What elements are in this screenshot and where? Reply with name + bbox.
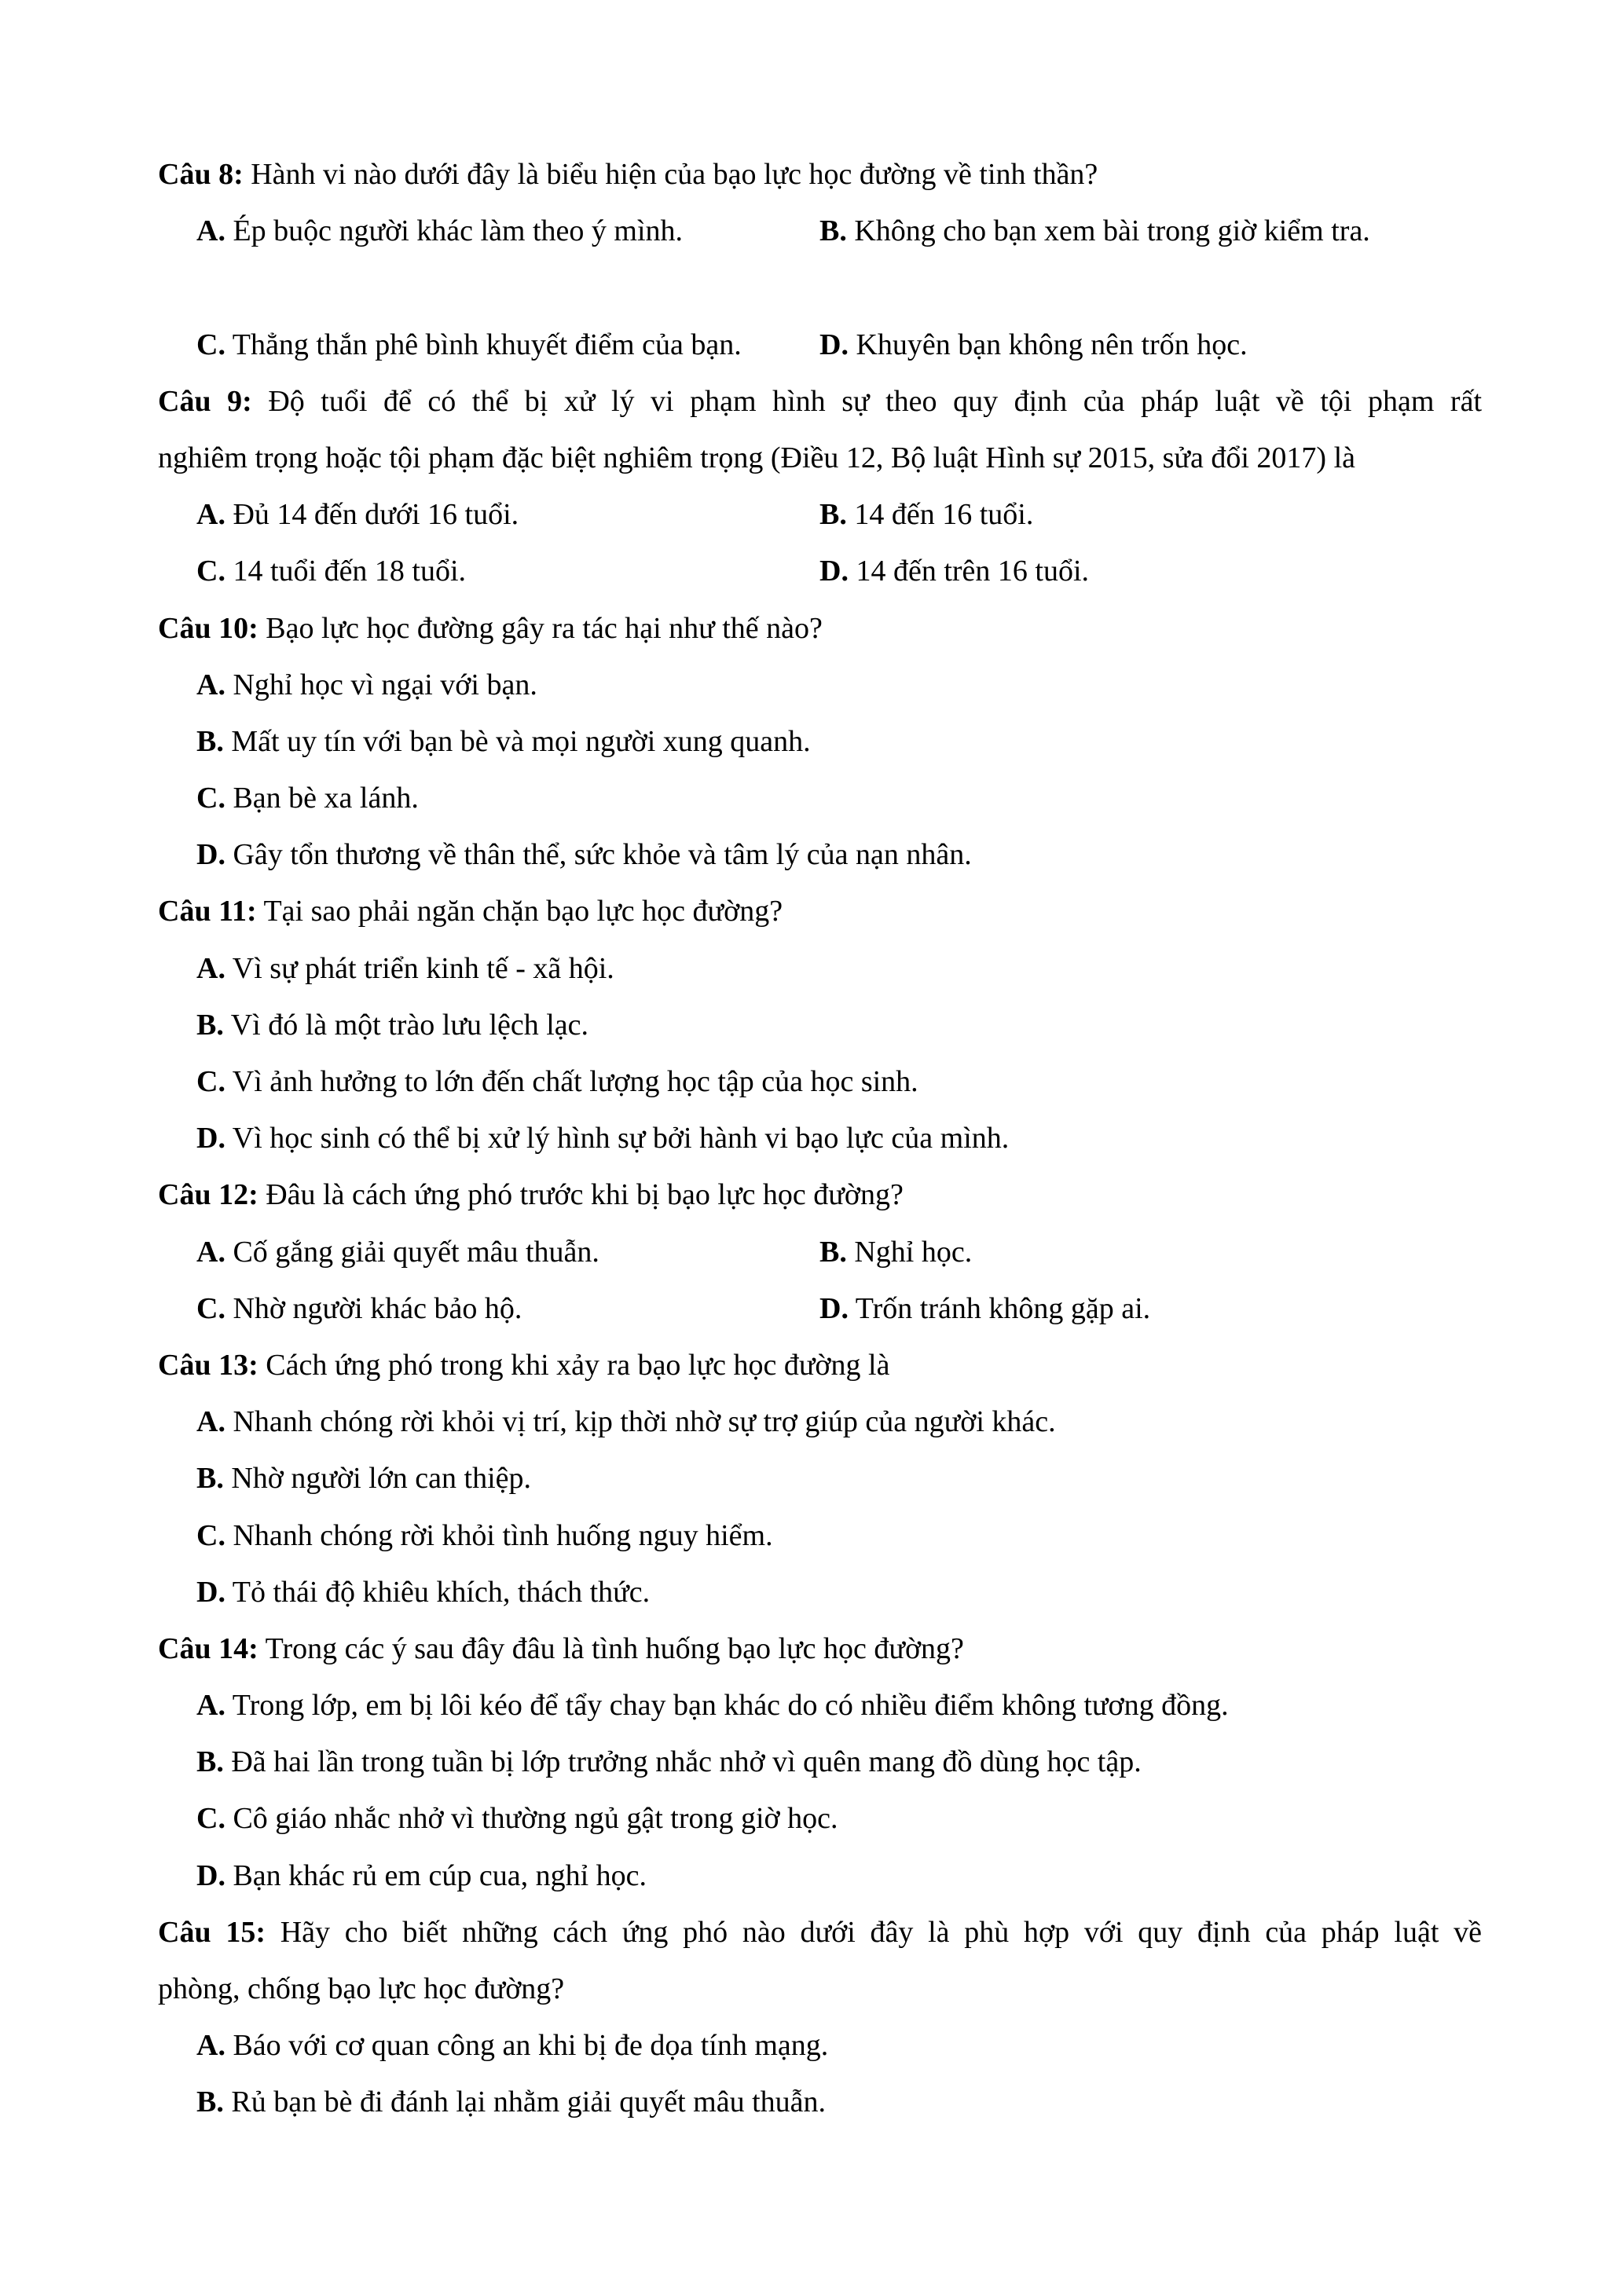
option-key: B.: [819, 214, 847, 248]
question-11: [158, 883, 1482, 939]
document-page: [158, 146, 1482, 2131]
option-text: Cố gắng giải quyết mâu thuẫn.: [233, 1235, 599, 1269]
question-label: Câu 8:: [158, 158, 244, 191]
option-text: Nhanh chóng rời khỏi tình huống nguy hiểm.: [233, 1518, 773, 1552]
question-text: phòng, chống bạo lực học đường?: [158, 1972, 565, 2005]
question-text: Tại sao phải ngăn chặn bạo lực học đường?: [263, 895, 783, 928]
question-text: Hãy cho biết những cách ứng phó nào dưới đây là phù hợp với quy định của pháp luật về: [280, 1915, 1483, 1949]
option-d: [819, 1280, 1150, 1337]
question-text: nghiêm trọng hoặc tội phạm đặc biệt nghiêm trọng (Điều 12, Bộ luật Hình sự 2015, sửa đổi 2017) là: [158, 441, 1355, 474]
options-row: [158, 486, 1482, 543]
option-text: 14 tuổi đến 18 tuổi.: [233, 555, 467, 588]
option-text: Bạn khác rủ em cúp cua, nghỉ học.: [233, 1858, 647, 1892]
option-key: C.: [196, 1802, 225, 1836]
option-text: 14 đến 16 tuổi.: [854, 498, 1034, 532]
option-a: [158, 657, 1482, 713]
option-key: C.: [196, 555, 225, 588]
option-text: Mất uy tín với bạn bè và mọi người xung quanh.: [231, 724, 811, 758]
option-text: Rủ bạn bè đi đánh lại nhằm giải quyết mâu thuẫn.: [231, 2085, 827, 2119]
option-text: Nhờ người khác bảo hộ.: [233, 1291, 522, 1325]
option-b: [158, 997, 1482, 1053]
option-text: Trốn tránh không gặp ai.: [855, 1291, 1151, 1325]
option-a: [158, 1677, 1482, 1734]
option-c: [196, 317, 819, 373]
option-key: A.: [196, 214, 225, 248]
question-text: Đâu là cách ứng phó trước khi bị bạo lực học đường?: [266, 1178, 904, 1212]
option-key: B.: [196, 2085, 224, 2119]
option-key: B.: [196, 1008, 224, 1042]
option-d: [158, 826, 1482, 883]
option-d: [158, 1110, 1482, 1166]
question-text: Độ tuổi để có thể bị xử lý vi phạm hình sự theo quy định của pháp luật về tội phạm rất: [268, 384, 1483, 418]
options-row: [158, 543, 1482, 599]
option-key: A.: [196, 1689, 225, 1723]
option-text: Nhanh chóng rời khỏi vị trí, kịp thời nhờ sự trợ giúp của người khác.: [233, 1405, 1056, 1439]
option-text: Đủ 14 đến dưới 16 tuổi.: [233, 498, 519, 532]
option-key: B.: [196, 1462, 224, 1496]
question-8: [158, 146, 1482, 203]
option-key: B.: [196, 724, 224, 758]
question-label: Câu 10:: [158, 611, 258, 645]
option-text: 14 đến trên 16 tuổi.: [856, 555, 1090, 588]
option-a: [196, 203, 819, 259]
option-d: [819, 543, 1089, 599]
option-key: A.: [196, 498, 225, 532]
question-10: [158, 600, 1482, 657]
question-label: Câu 12:: [158, 1178, 258, 1212]
option-key: A.: [196, 1235, 225, 1269]
option-key: C.: [196, 1065, 225, 1098]
option-c: [158, 1507, 1482, 1564]
option-key: D.: [196, 1575, 225, 1609]
option-d: [819, 317, 1248, 373]
option-a: [196, 486, 819, 543]
option-text: Báo với cơ quan công an khi bị đe dọa tính mạng.: [233, 2029, 829, 2063]
option-key: C.: [196, 1518, 225, 1552]
option-text: Tỏ thái độ khiêu khích, thách thức.: [232, 1575, 651, 1609]
option-key: A.: [196, 951, 225, 985]
option-key: D.: [196, 838, 225, 872]
options-row: [158, 1280, 1482, 1337]
option-b: [819, 1224, 972, 1280]
option-text: Bạn bè xa lánh.: [233, 782, 419, 815]
option-text: Nhờ người lớn can thiệp.: [231, 1462, 532, 1496]
question-12: [158, 1166, 1482, 1223]
question-label: Câu 14:: [158, 1631, 258, 1665]
option-a: [158, 940, 1482, 997]
question-9: [158, 373, 1482, 430]
option-key: D.: [819, 1291, 849, 1325]
option-text: Vì sự phát triển kinh tế - xã hội.: [232, 951, 614, 985]
option-text: Không cho bạn xem bài trong giờ kiểm tra.: [854, 214, 1370, 248]
option-key: B.: [819, 1235, 847, 1269]
options-row: [158, 1224, 1482, 1280]
option-a: [158, 1393, 1482, 1450]
question-text: Trong các ý sau đây đâu là tình huống bạo lực học đường?: [265, 1631, 964, 1665]
option-key: C.: [196, 1291, 225, 1325]
option-d: [158, 1847, 1482, 1904]
option-text: Vì ảnh hưởng to lớn đến chất lượng học tập của học sinh.: [232, 1065, 918, 1098]
option-text: Thẳng thắn phê bình khuyết điểm của bạn.: [232, 328, 742, 361]
option-b: [819, 203, 1370, 259]
option-key: A.: [196, 2029, 225, 2063]
option-b: [158, 2074, 1482, 2130]
question-15: [158, 1904, 1482, 1961]
option-key: A.: [196, 668, 225, 701]
option-c: [158, 1053, 1482, 1110]
option-text: Nghỉ học.: [854, 1235, 973, 1269]
option-key: A.: [196, 1405, 225, 1439]
option-text: Ép buộc người khác làm theo ý mình.: [233, 214, 684, 248]
question-15-continued: [158, 1961, 1482, 2017]
option-text: Vì học sinh có thể bị xử lý hình sự bởi hành vi bạo lực của mình.: [232, 1122, 1010, 1155]
option-c: [158, 1790, 1482, 1847]
option-b: [158, 1734, 1482, 1790]
question-label: Câu 15:: [158, 1915, 266, 1949]
option-text: Vì đó là một trào lưu lệch lạc.: [230, 1008, 589, 1042]
question-14: [158, 1620, 1482, 1677]
question-label: Câu 9:: [158, 384, 252, 418]
option-b: [158, 1450, 1482, 1507]
options-row: [158, 203, 1482, 259]
option-b: [819, 486, 1033, 543]
option-text: Đã hai lần trong tuần bị lớp trưởng nhắc nhở vì quên mang đồ dùng học tập.: [231, 1745, 1142, 1779]
question-13: [158, 1337, 1482, 1393]
option-key: D.: [196, 1122, 225, 1155]
option-c: [196, 1280, 819, 1337]
option-c: [196, 543, 819, 599]
option-c: [158, 770, 1482, 826]
option-key: C.: [196, 782, 225, 815]
question-label: Câu 13:: [158, 1348, 258, 1382]
options-row: [158, 317, 1482, 373]
option-b: [158, 713, 1482, 770]
option-text: Gây tổn thương về thân thể, sức khỏe và tâm lý của nạn nhân.: [233, 838, 972, 872]
option-key: B.: [196, 1745, 224, 1779]
question-label: Câu 11:: [158, 895, 257, 928]
question-text: Bạo lực học đường gây ra tác hại như thế nào?: [266, 611, 823, 645]
option-text: Khuyên bạn không nên trốn học.: [856, 328, 1248, 361]
option-a: [196, 1224, 819, 1280]
question-text: Hành vi nào dưới đây là biểu hiện của bạo lực học đường về tinh thần?: [251, 158, 1098, 191]
option-key: D.: [196, 1858, 225, 1892]
option-text: Cô giáo nhắc nhở vì thường ngủ gật trong giờ học.: [233, 1802, 838, 1836]
question-text: Cách ứng phó trong khi xảy ra bạo lực học đường là: [266, 1348, 890, 1382]
option-a: [158, 2017, 1482, 2074]
option-key: D.: [819, 555, 849, 588]
question-9-continued: [158, 430, 1482, 486]
option-text: Nghỉ học vì ngại với bạn.: [233, 668, 537, 701]
option-key: B.: [819, 498, 847, 532]
option-text: Trong lớp, em bị lôi kéo để tẩy chay bạn khác do có nhiều điểm không tương đồng.: [232, 1689, 1229, 1723]
option-key: D.: [819, 328, 849, 361]
option-key: C.: [196, 328, 225, 361]
option-d: [158, 1564, 1482, 1620]
